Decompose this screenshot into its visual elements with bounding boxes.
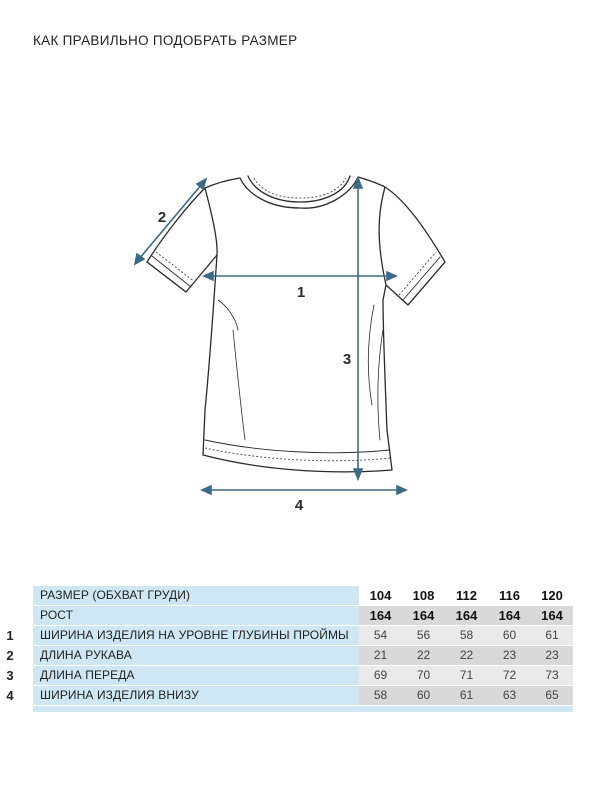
measure-value: 65 [531,686,573,706]
height-label: РОСТ [33,606,359,626]
measure-line-4 [202,486,406,494]
size-table [6,586,573,706]
measure-value: 61 [445,686,488,706]
height-value: 164 [488,606,531,626]
size-table-container [6,586,573,706]
measure-value: 56 [402,626,445,646]
height-value: 164 [359,606,402,626]
size-112: 112 [445,586,488,606]
table-row-height [33,606,573,626]
measure-value: 60 [488,626,531,646]
measure-line-1 [204,272,396,280]
measure-label-text: ШИРИНА ИЗДЕЛИЯ ВНИЗУ [40,688,199,702]
measure-value: 72 [488,666,531,686]
table-row-measure-3 [33,666,573,686]
measure-value: 22 [402,646,445,666]
bottom-hem [205,440,390,453]
neckline [248,176,350,202]
measure-value: 22 [445,646,488,666]
measure-value: 23 [488,646,531,666]
page-title: КАК ПРАВИЛЬНО ПОДОБРАТЬ РАЗМЕР [33,33,298,48]
row-number: 3 [6,668,14,683]
callout-3: 3 [342,351,352,368]
height-value: 164 [445,606,488,626]
callout-2: 2 [157,209,167,226]
row-number: 4 [6,688,14,703]
sleeve-hem-right-2 [403,257,440,300]
measure-label [6,686,359,706]
sleeve-hem-left-2 [152,256,191,287]
measure-value: 58 [445,626,488,646]
measure-label [6,646,359,666]
measure-value: 61 [531,626,573,646]
table-row-measure-1 [33,626,573,646]
height-value: 164 [402,606,445,626]
row-number: 2 [6,648,14,663]
measure-value: 54 [359,626,402,646]
sleeve-hem-right [408,262,445,305]
size-label: РАЗМЕР (ОБХВАТ ГРУДИ) [33,586,359,606]
sleeve-hem-left [147,262,186,292]
callout-1: 1 [296,284,306,301]
measure-line-2 [135,179,206,264]
table-footer-band [33,706,573,712]
table-row-measure-4 [33,686,573,706]
measure-value: 63 [488,686,531,706]
measure-label-text: ДЛИНА РУКАВА [40,648,132,662]
measure-value: 73 [531,666,573,686]
measure-value: 58 [359,686,402,706]
size-104: 104 [359,586,402,606]
table-row-size [33,586,573,606]
armhole-right [379,187,386,285]
measure-value: 70 [402,666,445,686]
size-120: 120 [531,586,573,606]
callout-4: 4 [294,497,304,514]
tshirt-outline [147,177,445,472]
height-value: 164 [531,606,573,626]
measure-label [6,666,359,686]
measure-value: 23 [531,646,573,666]
size-116: 116 [488,586,531,606]
size-108: 108 [402,586,445,606]
measure-line-3 [354,178,362,479]
measure-label-text: ШИРИНА ИЗДЕЛИЯ НА УРОВНЕ ГЛУБИНЫ ПРОЙМЫ [40,628,349,642]
measure-value: 71 [445,666,488,686]
armhole-left [205,188,217,255]
row-number: 1 [6,628,14,643]
measure-label-text: ДЛИНА ПЕРЕДА [40,668,135,682]
measure-value: 60 [402,686,445,706]
measure-value: 21 [359,646,402,666]
table-row-measure-2 [33,646,573,666]
measure-label [6,626,359,646]
measure-value: 69 [359,666,402,686]
